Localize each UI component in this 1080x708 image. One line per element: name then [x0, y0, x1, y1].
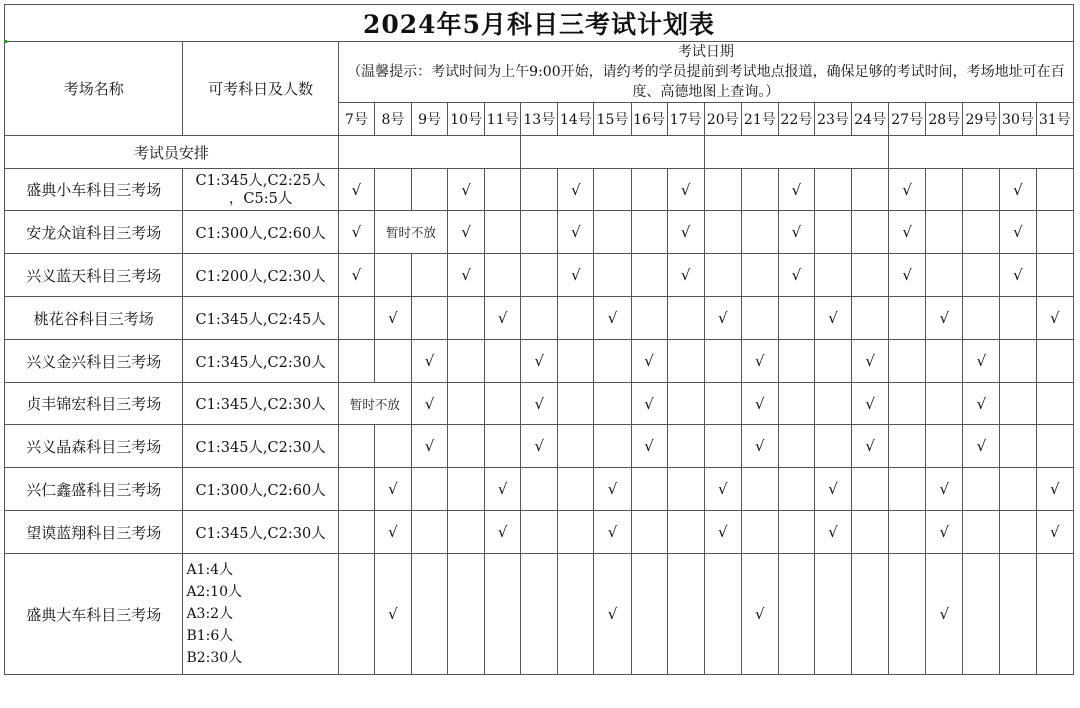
- venue-name: 兴义晶森科目三考场: [5, 425, 183, 468]
- empty-day-cell: [1036, 211, 1074, 254]
- subject-quota: C1:345人,C2:30人: [195, 439, 326, 456]
- empty-day-cell: [412, 554, 448, 675]
- venue-subjects: [183, 425, 338, 468]
- empty-day-cell: [704, 169, 741, 211]
- empty-day-cell: [374, 340, 411, 383]
- empty-day-cell: [926, 211, 963, 254]
- empty-day-cell: [852, 297, 889, 340]
- exam-day-check: √: [521, 425, 558, 468]
- empty-day-cell: [1036, 169, 1074, 211]
- venue-subjects: [183, 383, 338, 425]
- exam-date-label: 考试日期: [677, 44, 734, 60]
- exam-day-check: √: [374, 511, 411, 554]
- exam-day-check: √: [558, 169, 594, 211]
- venue-subjects: [183, 169, 338, 211]
- exam-day-check: √: [778, 254, 814, 297]
- day-header: 11号: [485, 103, 521, 136]
- empty-day-cell: [1000, 340, 1036, 383]
- venue-header: 考场名称: [5, 42, 183, 136]
- exam-day-check: √: [741, 425, 778, 468]
- venue-name: 安龙众谊科目三考场: [5, 211, 183, 254]
- empty-day-cell: [1000, 425, 1036, 468]
- empty-day-cell: [1036, 254, 1074, 297]
- exam-notice: （温馨提示：考试时间为上午9:00开始，请约考的学员提前到考试地点报道，确保足够的考试时间，考场地址可在百度、高德地图上查询。）: [347, 64, 1065, 100]
- empty-day-cell: [741, 169, 778, 211]
- empty-day-cell: [374, 254, 411, 297]
- day-header: 23号: [814, 103, 851, 136]
- venue-name: 兴仁鑫盛科目三考场: [5, 468, 183, 511]
- examiner-group-3: [704, 136, 888, 169]
- exam-day-check: √: [448, 169, 485, 211]
- empty-day-cell: [1036, 383, 1074, 425]
- subject-quota: C1:345人,C2:30人: [195, 525, 326, 542]
- empty-day-cell: [412, 511, 448, 554]
- empty-day-cell: [852, 211, 889, 254]
- empty-day-cell: [338, 425, 374, 468]
- empty-day-cell: [485, 554, 521, 675]
- exam-schedule-sheet: [4, 4, 1074, 675]
- exam-day-check: √: [594, 468, 631, 511]
- empty-day-cell: [631, 254, 667, 297]
- day-header: 14号: [558, 103, 594, 136]
- exam-day-check: √: [338, 169, 374, 211]
- day-header: 22号: [778, 103, 814, 136]
- empty-day-cell: [852, 468, 889, 511]
- subject-quota: C1:200人,C2:30人: [195, 268, 326, 285]
- venue-name: 兴义金兴科目三考场: [5, 340, 183, 383]
- venue-name: 桃花谷科目三考场: [5, 297, 183, 340]
- empty-day-cell: [741, 297, 778, 340]
- exam-day-check: √: [448, 211, 485, 254]
- subject-quota: B1:6人: [186, 628, 234, 644]
- empty-day-cell: [412, 169, 448, 211]
- venue-subjects: [183, 340, 338, 383]
- exam-day-check: √: [667, 254, 704, 297]
- empty-day-cell: [704, 383, 741, 425]
- empty-day-cell: [778, 297, 814, 340]
- exam-day-check: √: [814, 511, 851, 554]
- empty-day-cell: [667, 383, 704, 425]
- venue-name: 兴义蓝天科目三考场: [5, 254, 183, 297]
- exam-day-check: √: [1036, 468, 1074, 511]
- empty-day-cell: [852, 511, 889, 554]
- exam-day-check: √: [667, 211, 704, 254]
- empty-day-cell: [778, 511, 814, 554]
- empty-day-cell: [448, 468, 485, 511]
- temporarily-closed-note: 暂时不放: [338, 383, 411, 425]
- empty-day-cell: [521, 297, 558, 340]
- empty-day-cell: [558, 511, 594, 554]
- empty-day-cell: [1000, 511, 1036, 554]
- empty-day-cell: [594, 211, 631, 254]
- day-header: 17号: [667, 103, 704, 136]
- empty-day-cell: [963, 169, 1000, 211]
- exam-day-check: √: [558, 211, 594, 254]
- venue-subjects: [183, 554, 338, 675]
- examiner-arrangement-label: 考试员安排: [5, 136, 339, 169]
- empty-day-cell: [889, 297, 926, 340]
- empty-day-cell: [374, 425, 411, 468]
- empty-day-cell: [594, 340, 631, 383]
- empty-day-cell: [667, 554, 704, 675]
- subject-quota: B2:30人: [186, 650, 243, 666]
- exam-day-check: √: [631, 383, 667, 425]
- venue-name: 望谟蓝翔科目三考场: [5, 511, 183, 554]
- day-header: 29号: [963, 103, 1000, 136]
- empty-day-cell: [926, 169, 963, 211]
- day-header: 13号: [521, 103, 558, 136]
- exam-day-check: √: [1036, 297, 1074, 340]
- empty-day-cell: [704, 340, 741, 383]
- exam-day-check: √: [594, 511, 631, 554]
- empty-day-cell: [814, 425, 851, 468]
- empty-day-cell: [741, 211, 778, 254]
- empty-day-cell: [667, 511, 704, 554]
- subject-quota: C1:345人,C2:45人: [195, 311, 326, 328]
- empty-day-cell: [1000, 554, 1036, 675]
- exam-day-check: √: [704, 468, 741, 511]
- empty-day-cell: [963, 297, 1000, 340]
- exam-day-check: √: [926, 297, 963, 340]
- empty-day-cell: [338, 340, 374, 383]
- subject-quota: C1:345人,C2:25人: [195, 172, 326, 189]
- venue-row: [5, 425, 1074, 468]
- empty-day-cell: [778, 554, 814, 675]
- empty-day-cell: [741, 254, 778, 297]
- venue-subjects: [183, 468, 338, 511]
- exam-day-check: √: [338, 211, 374, 254]
- empty-day-cell: [963, 468, 1000, 511]
- day-header: 20号: [704, 103, 741, 136]
- examiner-group-4: [889, 136, 1074, 169]
- exam-day-check: √: [667, 169, 704, 211]
- venue-name: 贞丰锦宏科目三考场: [5, 383, 183, 425]
- empty-day-cell: [521, 554, 558, 675]
- venue-row: [5, 468, 1074, 511]
- exam-day-check: √: [1000, 169, 1036, 211]
- empty-day-cell: [448, 425, 485, 468]
- exam-day-check: √: [412, 425, 448, 468]
- empty-day-cell: [594, 383, 631, 425]
- empty-day-cell: [778, 383, 814, 425]
- exam-day-check: √: [889, 254, 926, 297]
- empty-day-cell: [631, 554, 667, 675]
- empty-day-cell: [631, 297, 667, 340]
- exam-day-check: √: [704, 297, 741, 340]
- empty-day-cell: [1000, 297, 1036, 340]
- day-header: 21号: [741, 103, 778, 136]
- exam-day-check: √: [963, 340, 1000, 383]
- exam-day-check: √: [1036, 511, 1074, 554]
- venue-name: 盛典小车科目三考场: [5, 169, 183, 211]
- exam-date-header: [338, 42, 1073, 103]
- empty-day-cell: [631, 511, 667, 554]
- empty-day-cell: [889, 340, 926, 383]
- empty-day-cell: [1036, 340, 1074, 383]
- empty-day-cell: [448, 297, 485, 340]
- empty-day-cell: [1000, 383, 1036, 425]
- empty-day-cell: [521, 254, 558, 297]
- empty-day-cell: [338, 468, 374, 511]
- exam-day-check: √: [741, 340, 778, 383]
- exam-day-check: √: [594, 554, 631, 675]
- exam-day-check: √: [889, 211, 926, 254]
- empty-day-cell: [412, 297, 448, 340]
- page-title: 2024年5月科目三考试计划表: [5, 5, 1074, 42]
- exam-day-check: √: [521, 383, 558, 425]
- empty-day-cell: [448, 554, 485, 675]
- subject-quota: C1:300人,C2:60人: [195, 482, 326, 499]
- exam-day-check: √: [485, 297, 521, 340]
- empty-day-cell: [631, 211, 667, 254]
- empty-day-cell: [704, 211, 741, 254]
- empty-day-cell: [667, 425, 704, 468]
- empty-day-cell: [814, 383, 851, 425]
- exam-day-check: √: [852, 425, 889, 468]
- empty-day-cell: [485, 211, 521, 254]
- empty-day-cell: [412, 468, 448, 511]
- empty-day-cell: [521, 468, 558, 511]
- empty-day-cell: [926, 340, 963, 383]
- empty-day-cell: [889, 425, 926, 468]
- day-header: 8号: [374, 103, 411, 136]
- empty-day-cell: [558, 297, 594, 340]
- day-header: 24号: [852, 103, 889, 136]
- day-header: 10号: [448, 103, 485, 136]
- empty-day-cell: [667, 468, 704, 511]
- empty-day-cell: [558, 554, 594, 675]
- empty-day-cell: [485, 425, 521, 468]
- day-header: 7号: [338, 103, 374, 136]
- exam-day-check: √: [926, 511, 963, 554]
- venue-row: [5, 554, 1074, 675]
- empty-day-cell: [558, 425, 594, 468]
- exam-day-check: √: [963, 383, 1000, 425]
- empty-day-cell: [704, 254, 741, 297]
- exam-day-check: √: [814, 297, 851, 340]
- exam-day-check: √: [594, 297, 631, 340]
- empty-day-cell: [814, 211, 851, 254]
- empty-day-cell: [631, 169, 667, 211]
- exam-day-check: √: [521, 340, 558, 383]
- empty-day-cell: [741, 468, 778, 511]
- empty-day-cell: [926, 425, 963, 468]
- empty-day-cell: [963, 511, 1000, 554]
- exam-day-check: √: [485, 468, 521, 511]
- exam-day-check: √: [374, 297, 411, 340]
- empty-day-cell: [485, 340, 521, 383]
- exam-day-check: √: [704, 511, 741, 554]
- subject-quota: ，C5:5人: [228, 190, 293, 207]
- exam-day-check: √: [412, 340, 448, 383]
- venue-row: [5, 254, 1074, 297]
- empty-day-cell: [594, 254, 631, 297]
- exam-day-check: √: [741, 554, 778, 675]
- empty-day-cell: [667, 297, 704, 340]
- subject-quota: A2:10人: [186, 584, 242, 600]
- empty-day-cell: [926, 254, 963, 297]
- venue-name: 盛典大车科目三考场: [5, 554, 183, 675]
- empty-day-cell: [485, 383, 521, 425]
- day-header: 16号: [631, 103, 667, 136]
- exam-day-check: √: [778, 211, 814, 254]
- empty-day-cell: [374, 169, 411, 211]
- exam-day-check: √: [412, 383, 448, 425]
- empty-day-cell: [778, 425, 814, 468]
- empty-day-cell: [814, 340, 851, 383]
- empty-day-cell: [558, 468, 594, 511]
- venue-row: [5, 211, 1074, 254]
- empty-day-cell: [1000, 468, 1036, 511]
- day-header: 28号: [926, 103, 963, 136]
- exam-day-check: √: [814, 468, 851, 511]
- empty-day-cell: [521, 169, 558, 211]
- empty-day-cell: [1036, 554, 1074, 675]
- empty-day-cell: [814, 169, 851, 211]
- empty-day-cell: [448, 340, 485, 383]
- day-header: 27号: [889, 103, 926, 136]
- subject-quota: C1:345人,C2:30人: [195, 354, 326, 371]
- empty-day-cell: [338, 554, 374, 675]
- empty-day-cell: [448, 383, 485, 425]
- empty-day-cell: [889, 511, 926, 554]
- day-header: 31号: [1036, 103, 1074, 136]
- empty-day-cell: [778, 468, 814, 511]
- empty-day-cell: [889, 468, 926, 511]
- empty-day-cell: [704, 554, 741, 675]
- empty-day-cell: [521, 211, 558, 254]
- empty-day-cell: [558, 383, 594, 425]
- empty-day-cell: [338, 511, 374, 554]
- empty-day-cell: [667, 340, 704, 383]
- empty-day-cell: [814, 554, 851, 675]
- empty-day-cell: [1036, 425, 1074, 468]
- empty-day-cell: [594, 169, 631, 211]
- empty-day-cell: [704, 425, 741, 468]
- empty-day-cell: [889, 383, 926, 425]
- subject-quota: C1:345人,C2:30人: [195, 397, 326, 413]
- selection-corner-marker: [4, 40, 7, 43]
- subject-quota: C1:300人,C2:60人: [195, 225, 326, 242]
- exam-day-check: √: [1000, 254, 1036, 297]
- empty-day-cell: [412, 254, 448, 297]
- venue-subjects: [183, 254, 338, 297]
- empty-day-cell: [963, 554, 1000, 675]
- venue-subjects: [183, 297, 338, 340]
- empty-day-cell: [521, 511, 558, 554]
- venue-subjects: [183, 511, 338, 554]
- day-header: 30号: [1000, 103, 1036, 136]
- subjects-header: 可考科日及人数: [183, 42, 338, 136]
- schedule-table: [4, 4, 1074, 675]
- empty-day-cell: [852, 254, 889, 297]
- empty-day-cell: [558, 340, 594, 383]
- examiner-group-1: [338, 136, 520, 169]
- venue-row: [5, 340, 1074, 383]
- exam-day-check: √: [631, 340, 667, 383]
- empty-day-cell: [594, 425, 631, 468]
- exam-day-check: √: [558, 254, 594, 297]
- exam-day-check: √: [889, 169, 926, 211]
- examiner-group-2: [521, 136, 704, 169]
- empty-day-cell: [963, 211, 1000, 254]
- subject-quota: A3:2人: [186, 606, 234, 622]
- empty-day-cell: [963, 254, 1000, 297]
- exam-day-check: √: [963, 425, 1000, 468]
- venue-row: [5, 383, 1074, 425]
- venue-subjects: [183, 211, 338, 254]
- venue-row: [5, 169, 1074, 211]
- exam-day-check: √: [1000, 211, 1036, 254]
- exam-day-check: √: [778, 169, 814, 211]
- empty-day-cell: [778, 340, 814, 383]
- empty-day-cell: [889, 554, 926, 675]
- venue-row: [5, 511, 1074, 554]
- empty-day-cell: [338, 297, 374, 340]
- venue-row: [5, 297, 1074, 340]
- exam-day-check: √: [374, 468, 411, 511]
- empty-day-cell: [485, 169, 521, 211]
- exam-day-check: √: [852, 383, 889, 425]
- exam-day-check: √: [374, 554, 411, 675]
- temporarily-closed-note: 暂时不放: [374, 211, 447, 254]
- exam-day-check: √: [631, 425, 667, 468]
- empty-day-cell: [631, 468, 667, 511]
- exam-day-check: √: [852, 340, 889, 383]
- exam-day-check: √: [338, 254, 374, 297]
- empty-day-cell: [926, 383, 963, 425]
- empty-day-cell: [852, 554, 889, 675]
- empty-day-cell: [814, 254, 851, 297]
- day-header: 15号: [594, 103, 631, 136]
- subject-quota: A1:4人: [186, 562, 234, 578]
- day-header: 9号: [412, 103, 448, 136]
- empty-day-cell: [741, 511, 778, 554]
- exam-day-check: √: [741, 383, 778, 425]
- empty-day-cell: [448, 511, 485, 554]
- exam-day-check: √: [926, 554, 963, 675]
- empty-day-cell: [485, 254, 521, 297]
- exam-day-check: √: [485, 511, 521, 554]
- empty-day-cell: [852, 169, 889, 211]
- exam-day-check: √: [926, 468, 963, 511]
- exam-day-check: √: [448, 254, 485, 297]
